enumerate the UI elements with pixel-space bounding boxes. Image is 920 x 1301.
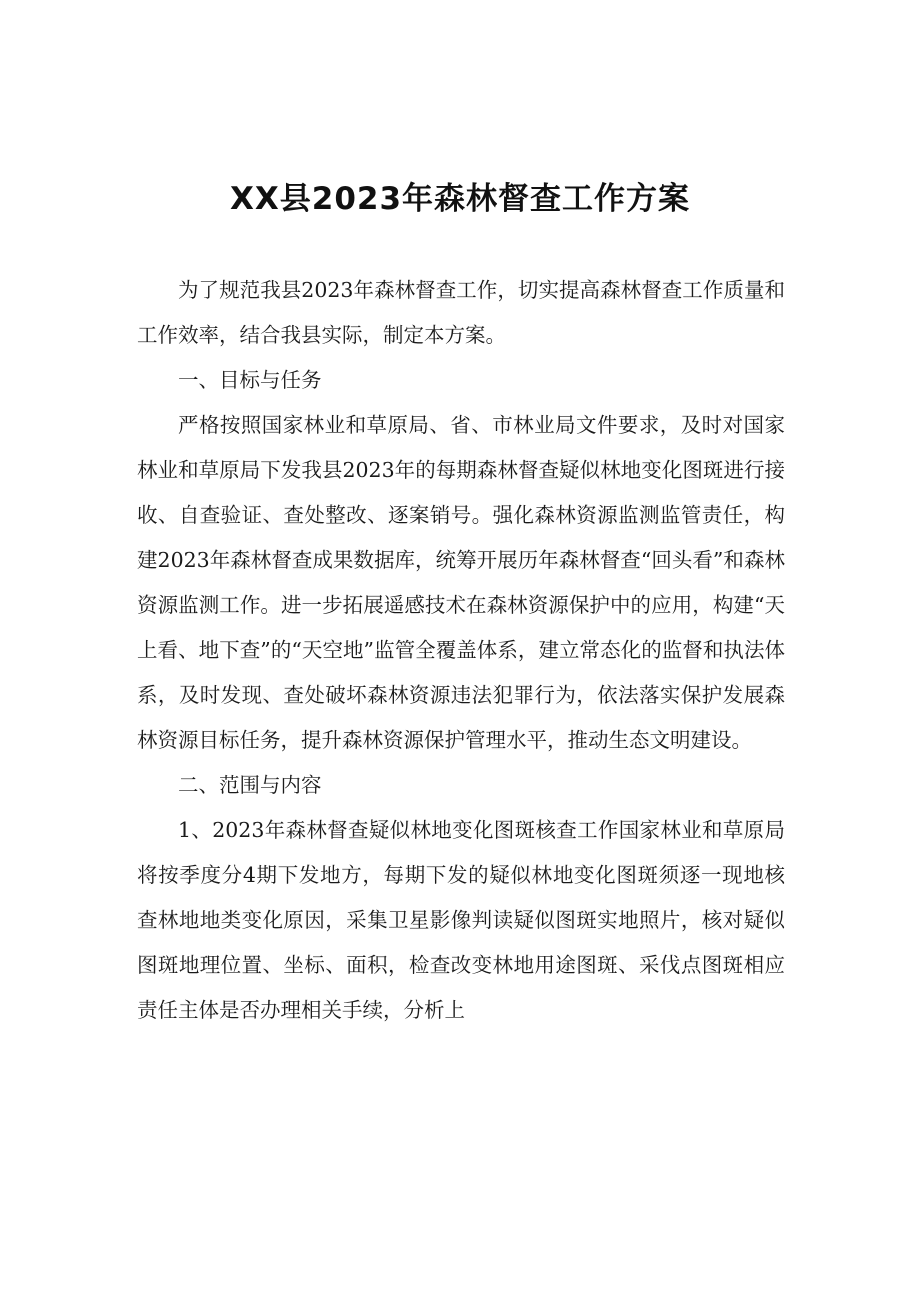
section-heading-scope: 二、范围与内容 bbox=[178, 773, 322, 797]
scope-paragraph-1: 1、2023年森林督查疑似林地变化图斑核查工作国家林业和草原局将按季度分4期下发地方，每期下发的疑似林地变化图斑须逐一现地核查林地地类变化原因，采集卫星影像判读疑似图斑实地照片，核对疑似图斑地理位置、坐标、面积，检查改变林地用途图斑、采伐点图斑相应责任主体是否办理相关手续，分析上 bbox=[137, 818, 785, 1022]
intro-paragraph: 为了规范我县2023年森林督查工作，切实提高森林督查工作质量和工作效率，结合我县实际，制定本方案。 bbox=[137, 278, 785, 347]
section-heading-goals: 一、目标与任务 bbox=[178, 368, 322, 392]
document-body bbox=[137, 268, 785, 1033]
document-title: XX县2023年森林督查工作方案 bbox=[229, 181, 691, 217]
goals-paragraph: 严格按照国家林业和草原局、省、市林业局文件要求，及时对国家林业和草原局下发我县2023年的每期森林督查疑似林地变化图斑进行接收、自查验证、查处整改、逐案销号。强化森林资源监测监管责任，构建2023年森林督查成果数据库，统筹开展历年森林督查“回头看”和森林资源监测工作。进一步拓展遥感技术在森林资源保护中的应用，构建“天上看、地下查”的“天空地”监管全覆盖体系，建立常态化的监督和执法体系，及时发现、查处破坏森林资源违法犯罪行为，依法落实保护发展森林资源目标任务，提升森林资源保护管理水平，推动生态文明建设。 bbox=[137, 413, 785, 752]
